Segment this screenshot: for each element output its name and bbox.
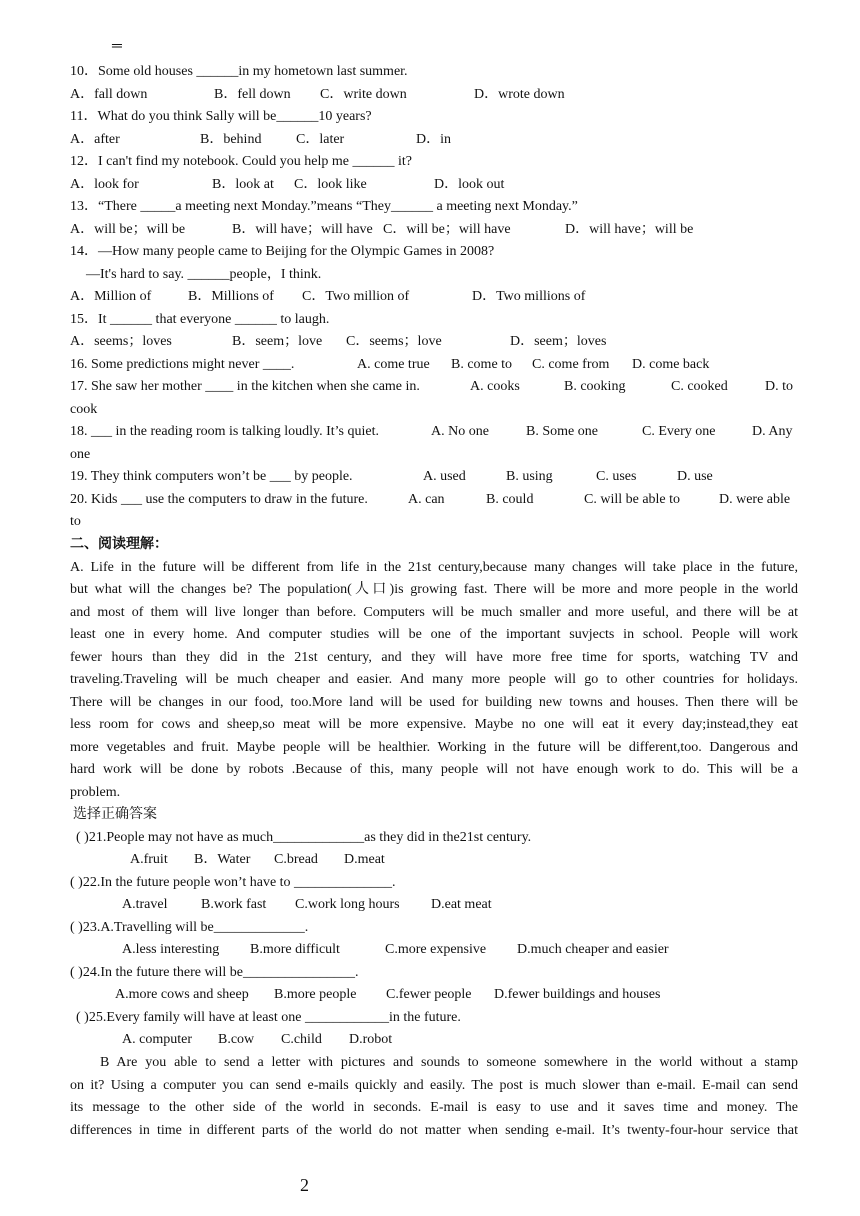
option-a: A. come true [357,357,430,372]
question-11 [70,106,798,129]
question-10-options [70,84,798,107]
option-c: C.fewer people [386,987,472,1002]
option-b: B．look at [212,177,274,192]
option-a: A. No one [431,424,489,439]
option-d: D．Two millions of [472,289,586,304]
question-20-wrap: to [70,514,81,529]
question-13-options [70,219,798,242]
option-c: C.more expensive [385,942,487,957]
option-b: B．behind [200,132,262,147]
option-c: C.work long hours [295,897,400,912]
question-18-wrap: one [70,447,91,462]
option-c: C. come from [532,357,610,372]
option-c: C．later [296,132,345,147]
option-d: D. use [677,469,713,484]
question-11-options [70,129,798,152]
option-d: D.robot [349,1032,393,1047]
question-24 [70,962,798,985]
option-b: B. cooking [564,379,626,394]
option-c: C. cooked [671,379,728,394]
passage-a-line: problem. [70,785,121,800]
option-b: B.more people [274,987,357,1002]
option-a: A.fruit [130,852,168,867]
question-stem: 16. Some predictions might never ____. [70,357,295,372]
passage-a-line: but what will the changes be? The population(人口)is growing fast. There will be more and more people in the world [70,582,798,597]
question-17 [70,376,798,399]
question-10 [70,61,798,84]
option-c: C. Every one [642,424,716,439]
option-a: A．after [70,132,120,147]
option-d: D.much cheaper and easier [517,942,669,957]
question-stem: 20. Kids ___ use the computers to draw in the future. [70,492,368,507]
question-stem: ( )21.People may not have as much_____________as they did in the21st century. [76,830,532,845]
option-a: A．Million of [70,289,152,304]
passage-a-line: hard work will be done by robots .Because of this, many people will not have enough work to do. This will be a [70,762,798,777]
option-d: D．will have；will be [565,222,694,237]
option-d: D. were able [719,492,791,507]
question-stem: 15．It ______ that everyone ______ to laugh. [70,312,330,327]
option-b: B. using [506,469,553,484]
question-stem: 18. ___ in the reading room is talking loudly. It’s quiet. [70,424,379,439]
question-21-options [70,849,798,872]
question-21 [70,827,798,850]
option-d: D. to [765,379,793,394]
question-15 [70,309,798,332]
option-b: B．fell down [214,87,291,102]
question-14 [70,241,798,264]
option-a: A.less interesting [122,942,220,957]
passage-a-line: There will be changes in our food, too.More land will be used for building new towns and houses. Then there will be [70,695,798,710]
page-number: 2 [300,1175,309,1195]
option-c: C．seems；love [346,334,442,349]
section-heading: 二、阅读理解： [70,537,168,552]
question-17-wrap: cook [70,402,98,417]
option-c: C.bread [274,852,318,867]
option-a: A.more cows and sheep [115,987,249,1002]
option-d: D．wrote down [474,87,565,102]
passage-b-line: B Are you able to send a letter with pictures and sounds to someone somewhere in the world without a stamp [100,1055,798,1070]
option-d: D.meat [344,852,385,867]
option-c: C．Two million of [302,289,410,304]
option-a: A．will be；will be [70,222,186,237]
option-c: C. uses [596,469,637,484]
question-stem: ( )25.Every family will have at least one ____________in the future. [76,1010,461,1025]
option-a: A.travel [122,897,168,912]
option-c: C．will be；will have [383,222,511,237]
question-stem: 19. They think computers won’t be ___ by people. [70,469,353,484]
question-stem: 17. She saw her mother ____ in the kitchen when she came in. [70,379,420,394]
question-20 [70,489,798,512]
question-stem: ( )23.A.Travelling will be_____________. [70,920,309,935]
question-15-options [70,331,798,354]
option-a: A．fall down [70,87,148,102]
passage-b-line: differences in time in different parts of the world do not matter when sending e-mail. It’s twenty-four-hour service that [70,1123,798,1138]
option-b: B.cow [218,1032,255,1047]
question-23-options [70,939,798,962]
passage-a-line: A. Life in the future will be different from life in the 21st century,because many changes will take place in the future, [70,560,798,575]
option-b: B．Millions of [188,289,274,304]
question-13 [70,196,798,219]
passage-b-line: on it? Using a computer you can send e-mails quickly and easily. The post is much slower than e-mail. E-mail can send [70,1078,798,1093]
option-c: C.child [281,1032,322,1047]
option-d: D．look out [434,177,505,192]
question-stem: 14．—How many people came to Beijing for the Olympic Games in 2008? [70,244,495,259]
passage-a-line: and most of them will live longer than before. Computers will be much smaller and more useful, and there will be at [70,605,798,620]
option-a: A．look for [70,177,139,192]
option-a: A. computer [122,1032,192,1047]
option-c: C．write down [320,87,407,102]
question-19 [70,466,798,489]
option-b: B．seem；love [232,334,323,349]
option-b: B．will have；will have [232,222,373,237]
question-24-options [70,984,798,1007]
question-23 [70,917,798,940]
option-b: B. come to [451,357,513,372]
passage-b-line: its message to the other side of the world in seconds. E-mail is easy to use and it saves time and money. The [70,1100,798,1115]
passage-a-line: more vegetables and fruit. Maybe people will be healthier. Working in the future will be different,too. Dangerous and [70,740,798,755]
option-b: B.work fast [201,897,267,912]
option-a: A．seems；loves [70,334,172,349]
option-a: A. used [423,469,466,484]
option-b: B. Some one [526,424,598,439]
passage-a-line: less room for cows and sheep,so meat will be more expensive. Maybe no one will eat it every day;instead,they eat [70,717,798,732]
passage-a-line: traveling.Traveling will be much cheaper and easier. And many more people will go to other countries for holidays. [70,672,798,687]
question-14-reply [70,264,798,287]
option-c: C. will be able to [584,492,681,507]
question-stem: 11．What do you think Sally will be______10 years? [70,109,372,124]
option-c: C．look like [294,177,367,192]
passage-a-line: fewer hours than they did in the 21st century, and they will have more free time for sports, watching TV and [70,650,798,665]
question-16 [70,354,798,377]
question-stem: ( )24.In the future there will be________________. [70,965,359,980]
option-d: D．seem；loves [510,334,607,349]
option-d: D. come back [632,357,710,372]
choose-label: 选择正确答案 [73,807,157,822]
question-22-options [70,894,798,917]
question-14-options [70,286,798,309]
option-d: D.eat meat [431,897,492,912]
option-b: B．Water [194,852,251,867]
option-a: A. can [408,492,445,507]
option-d: D.fewer buildings and houses [494,987,661,1002]
option-b: B.more difficult [250,942,340,957]
passage-a-line: least one in every home. And computer studies will be one of the important suvjects in school. People will work [70,627,798,642]
question-12 [70,151,798,174]
option-d: D. Any [752,424,793,439]
question-stem: 13．“There _____a meeting next Monday.”means “They______ a meeting next Monday.” [70,199,578,214]
question-18 [70,421,798,444]
question-stem: 10．Some old houses ______in my hometown last summer. [70,64,408,79]
option-a: A. cooks [470,379,520,394]
question-stem: 12．I can't find my notebook. Could you help me ______ it? [70,154,412,169]
option-d: D．in [416,132,451,147]
question-25-options [70,1029,798,1052]
question-25 [70,1007,798,1030]
question-12-options [70,174,798,197]
option-b: B. could [486,492,534,507]
question-stem: ( )22.In the future people won’t have to ______________. [70,875,396,890]
top-mark: ═ [112,39,122,54]
question-22 [70,872,798,895]
question-stem: —It's hard to say. ______people，I think. [86,267,322,282]
